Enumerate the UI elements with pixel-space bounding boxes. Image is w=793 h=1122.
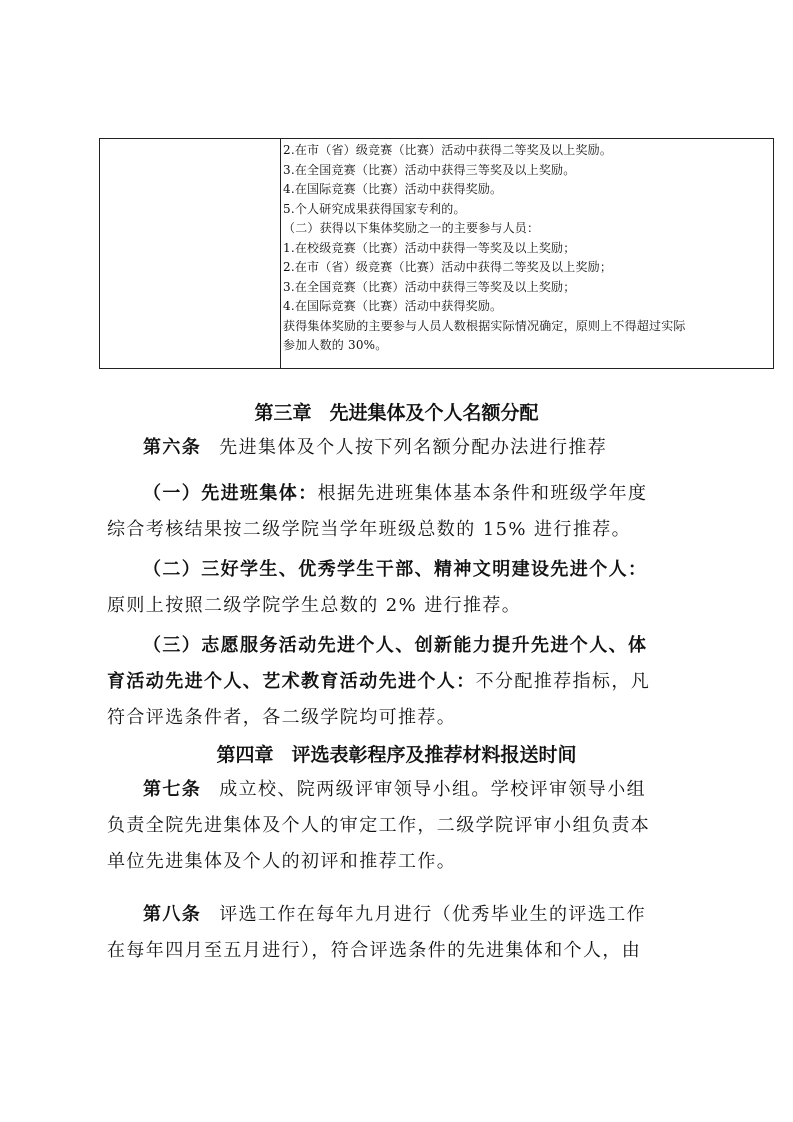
table-line: 4.在国际竞赛（比赛）活动中获得奖励。 [283, 299, 503, 313]
article-8-line1: 评选工作在每年九月进行（优秀毕业生的评选工作 [219, 904, 647, 925]
table-left-cell [100, 139, 281, 368]
table-line: （二）获得以下集体奖励之一的主要参与人员： [283, 221, 540, 235]
article-7-line3: 单位先进集体及个人的初评和推荐工作。 [107, 851, 457, 872]
chapter-3-heading [0, 398, 793, 425]
chapter-4-number: 第四章 [216, 744, 274, 766]
item-3-line1: （三）志愿服务活动先进个人、创新能力提升先进个人、体 [143, 635, 648, 656]
table-line: 参加人数的 30%。 [283, 338, 388, 352]
table-line: 获得集体奖励的主要参与人员人数根据实际情况确定，原则上不得超过实际 [283, 318, 686, 333]
article-7-line2: 负责全院先进集体及个人的审定工作，二级学院评审小组负责本 [107, 815, 651, 836]
article-6-text: 先进集体及个人按下列名额分配办法进行推荐 [219, 437, 608, 458]
article-8 [107, 897, 697, 969]
table-right-cell [281, 141, 769, 356]
item-3-line3: 符合评选条件者，各二级学院均可推荐。 [107, 707, 457, 728]
table-line: 2.在市（省）级竞赛（比赛）活动中获得二等奖及以上奖励。 [283, 143, 613, 157]
item-2-head: （二）三好学生、优秀学生干部、精神文明建设先进个人： [143, 559, 648, 580]
item-3-line2-rest: 不分配推荐指标，凡 [475, 671, 651, 692]
article-7 [107, 772, 697, 880]
article-8-line2: 在每年四月至五月进行），符合评选条件的先进集体和个人，由 [107, 940, 642, 961]
table-line: 3.在全国竞赛（比赛）活动中获得三等奖及以上奖励； [283, 279, 576, 294]
table-line: 5.个人研究成果获得国家专利的。 [283, 201, 466, 216]
item-1-line2: 综合考核结果按二级学院当学年班级总数的 15% 进行推荐。 [107, 519, 632, 540]
item-1-head: （一）先进班集体： [143, 483, 318, 504]
table-line: 2.在市（省）级竞赛（比赛）活动中获得二等奖及以上奖励； [283, 260, 613, 274]
item-3 [107, 628, 697, 736]
table-line: 3.在全国竞赛（比赛）活动中获得三等奖及以上奖励。 [283, 162, 576, 177]
item-2 [107, 552, 697, 624]
table-line: 1.在校级竞赛（比赛）活动中获得一等奖及以上奖励； [283, 240, 576, 255]
chapter-3-title: 先进集体及个人名额分配 [329, 402, 539, 424]
article-7-label: 第七条 [143, 779, 202, 800]
article-8-label: 第八条 [143, 904, 202, 925]
item-1 [107, 476, 697, 548]
criteria-table [99, 138, 774, 369]
item-1-line1: 根据先进班集体基本条件和班级学年度 [317, 483, 648, 504]
chapter-4-heading [0, 740, 793, 767]
chapter-3-number: 第三章 [254, 402, 312, 424]
table-line: 4.在国际竞赛（比赛）活动中获得奖励。 [283, 182, 503, 196]
article-6-label: 第六条 [143, 437, 202, 458]
chapter-4-title: 评选表彰程序及推荐材料报送时间 [291, 744, 577, 766]
article-6 [107, 430, 697, 466]
article-7-line1: 成立校、院两级评审领导小组。学校评审领导小组 [219, 779, 647, 800]
item-2-line2: 原则上按照二级学院学生总数的 2% 进行推荐。 [107, 595, 522, 616]
item-3-line2-bold: 育活动先进个人、艺术教育活动先进个人： [107, 671, 476, 692]
